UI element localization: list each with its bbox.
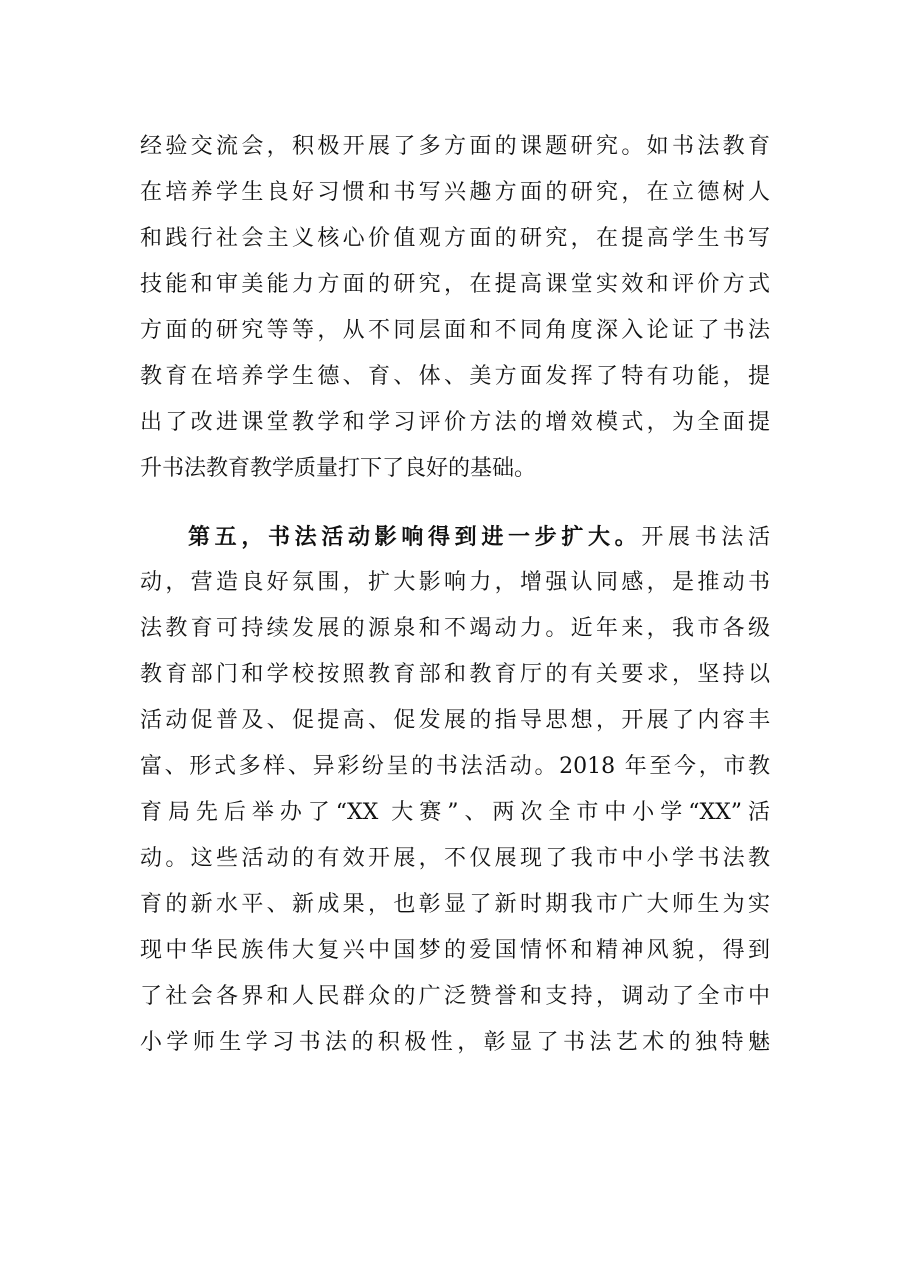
- paragraph-2-line-6: 富、形式多样、异彩纷呈的书法活动。2018 年至今，市教: [140, 754, 770, 779]
- paragraph-1-line-1: 经验交流会，积极开展了多方面的课题研究。如书法教育: [140, 134, 770, 159]
- paragraph-2-line-12: 小学师生学习书法的积极性，彰显了书法艺术的独特魅: [140, 1030, 770, 1055]
- paragraph-2-line-2: 动，营造良好氛围，扩大影响力，增强认同感，是推动书: [140, 570, 770, 595]
- paragraph-1-line-2: 在培养学生良好习惯和书写兴趣方面的研究，在立德树人: [140, 180, 770, 205]
- paragraph-1-line-3: 和践行社会主义核心价值观方面的研究，在提高学生书写: [140, 226, 770, 251]
- paragraph-2-line-3: 法教育可持续发展的源泉和不竭动力。近年来，我市各级: [140, 616, 770, 641]
- section-heading-fifth: 第五，书法活动影响得到进一步扩大。: [188, 524, 642, 550]
- paragraph-2-line-4: 教育部门和学校按照教育部和教育厅的有关要求，坚持以: [140, 662, 770, 687]
- paragraph-1-line-8: 升书法教育教学质量打下了良好的基础。: [140, 456, 537, 481]
- paragraph-2-line-1-text: 开展书法活: [641, 525, 770, 550]
- paragraph-2-line-11: 了社会各界和人民群众的广泛赞誉和支持，调动了全市中: [140, 984, 770, 1009]
- paragraph-2-line-1: [188, 517, 770, 557]
- paragraph-1-line-7: 出了改进课堂教学和学习评价方法的增效模式，为全面提: [140, 410, 770, 435]
- paragraph-1-line-6: 教育在培养学生德、育、体、美方面发挥了特有功能，提: [140, 364, 770, 389]
- paragraph-1-line-4: 技能和审美能力方面的研究，在提高课堂实效和评价方式: [140, 272, 770, 297]
- paragraph-2-line-8: 动。这些活动的有效开展，不仅展现了我市中小学书法教: [140, 846, 770, 871]
- paragraph-2-line-5: 活动促普及、促提高、促发展的指导思想，开展了内容丰: [140, 708, 770, 733]
- paragraph-2-line-9: 育的新水平、新成果，也彰显了新时期我市广大师生为实: [140, 892, 770, 917]
- paragraph-2-line-7: 育局先后举办了“XX 大赛”、两次全市中小学“XX”活: [140, 800, 770, 825]
- paragraph-2-line-10: 现中华民族伟大复兴中国梦的爱国情怀和精神风貌，得到: [140, 938, 770, 963]
- paragraph-1-line-5: 方面的研究等等，从不同层面和不同角度深入论证了书法: [140, 318, 770, 343]
